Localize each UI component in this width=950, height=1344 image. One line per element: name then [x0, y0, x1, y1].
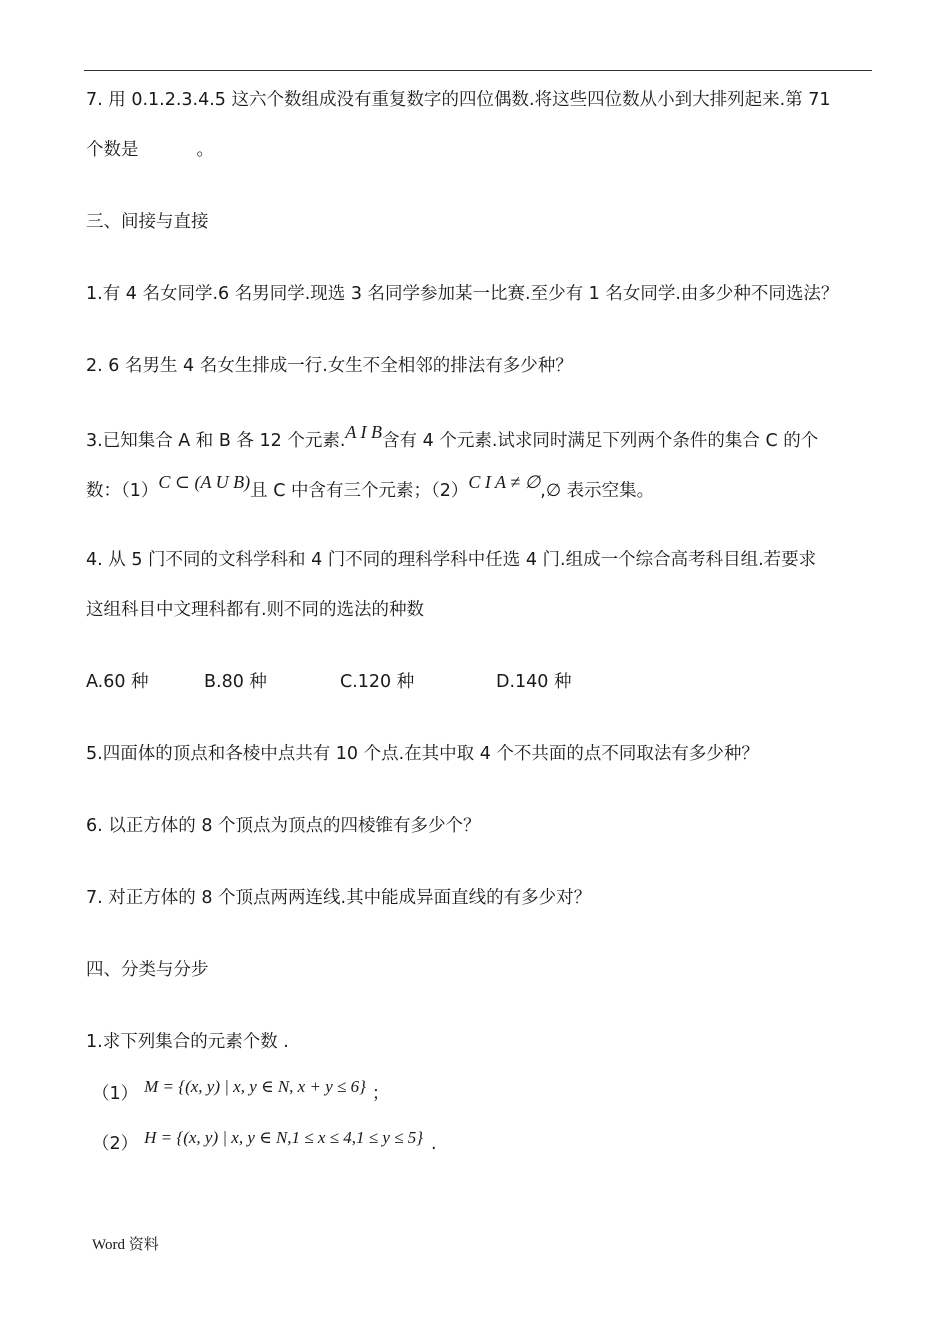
s4-item2-math: H = {(x, y) | x, y ∈ N,1 ≤ x ≤ 4,1 ≤ y ≤ 5}: [144, 1128, 423, 1147]
q7-line1: 7. 用 0.1.2.3.4.5 这六个数组成没有重复数字的四位偶数.将这些四位数从小到大排列起来.第 71: [86, 90, 831, 110]
q7-line2-text: 个数是: [86, 140, 139, 160]
option-c: C.120 种: [340, 672, 415, 692]
s4-item-2: [92, 1128, 437, 1156]
s4-item1-math: M = {(x, y) | x, y ∈ N, x + y ≤ 6}: [144, 1077, 366, 1096]
option-b: B.80 种: [204, 672, 267, 692]
option-a: A.60 种: [86, 672, 149, 692]
s3-question-7: 7. 对正方体的 8 个顶点两两连线.其中能成异面直线的有多少对？: [86, 888, 592, 908]
s3-question-3-line1: [86, 422, 819, 453]
s3-question-3-line2: [86, 472, 655, 503]
s3-question-4-line2: 这组科目中文理科都有.则不同的选法的种数: [86, 600, 425, 620]
q7-line2-end: 。: [196, 140, 214, 160]
s4-question-1: 1.求下列集合的元素个数 .: [86, 1032, 289, 1052]
s4-item1-label: （1）: [92, 1084, 139, 1104]
s3-q3-text-c: 数：（1）: [86, 481, 159, 501]
header-rule: [84, 70, 872, 71]
s3-question-4-line1: 4. 从 5 门不同的文科学科和 4 门不同的理科学科中任选 4 门.组成一个综合高考科目组.若要求: [86, 550, 817, 570]
s3-question-6: 6. 以正方体的 8 个顶点为顶点的四棱锥有多少个？: [86, 816, 481, 836]
s3-q3-math-intersection: A I B: [345, 422, 383, 442]
q7-line2: [86, 138, 214, 162]
section3-heading: 三、间接与直接: [86, 212, 209, 232]
s4-item1-end: ；: [371, 1084, 390, 1104]
page-footer: Word 资料: [92, 1237, 159, 1253]
s3-q3-text-b: 含有 4 个元素.试求同时满足下列两个条件的集合 C 的个: [382, 431, 819, 451]
s4-item2-end: .: [431, 1134, 437, 1154]
s4-item-1: [92, 1077, 390, 1106]
section4-heading: 四、分类与分步: [86, 960, 209, 980]
s3-question-5: 5.四面体的顶点和各棱中点共有 10 个点.在其中取 4 个不共面的点不同取法有多少种？: [86, 744, 759, 764]
option-d: D.140 种: [496, 672, 572, 692]
s3-question-2: 2. 6 名男生 4 名女生排成一行.女生不全相邻的排法有多少种？: [86, 356, 573, 376]
s4-item2-label: （2）: [92, 1134, 139, 1154]
s3-question-1: 1.有 4 名女同学.6 名男同学.现选 3 名同学参加某一比赛.至少有 1 名女同学.由多少种不同选法？: [86, 284, 839, 304]
s3-q3-text-d: 且 C 中含有三个元素；（2）: [250, 481, 469, 501]
s3-q3-text-a: 3.已知集合 A 和 B 各 12 个元素.: [86, 431, 346, 451]
s3-q3-math-subset: C ⊂ (A U B): [158, 472, 251, 492]
s3-q3-text-e: ,∅ 表示空集。: [540, 481, 655, 501]
s3-q3-math-notempty: C I A ≠ ∅: [468, 472, 541, 492]
